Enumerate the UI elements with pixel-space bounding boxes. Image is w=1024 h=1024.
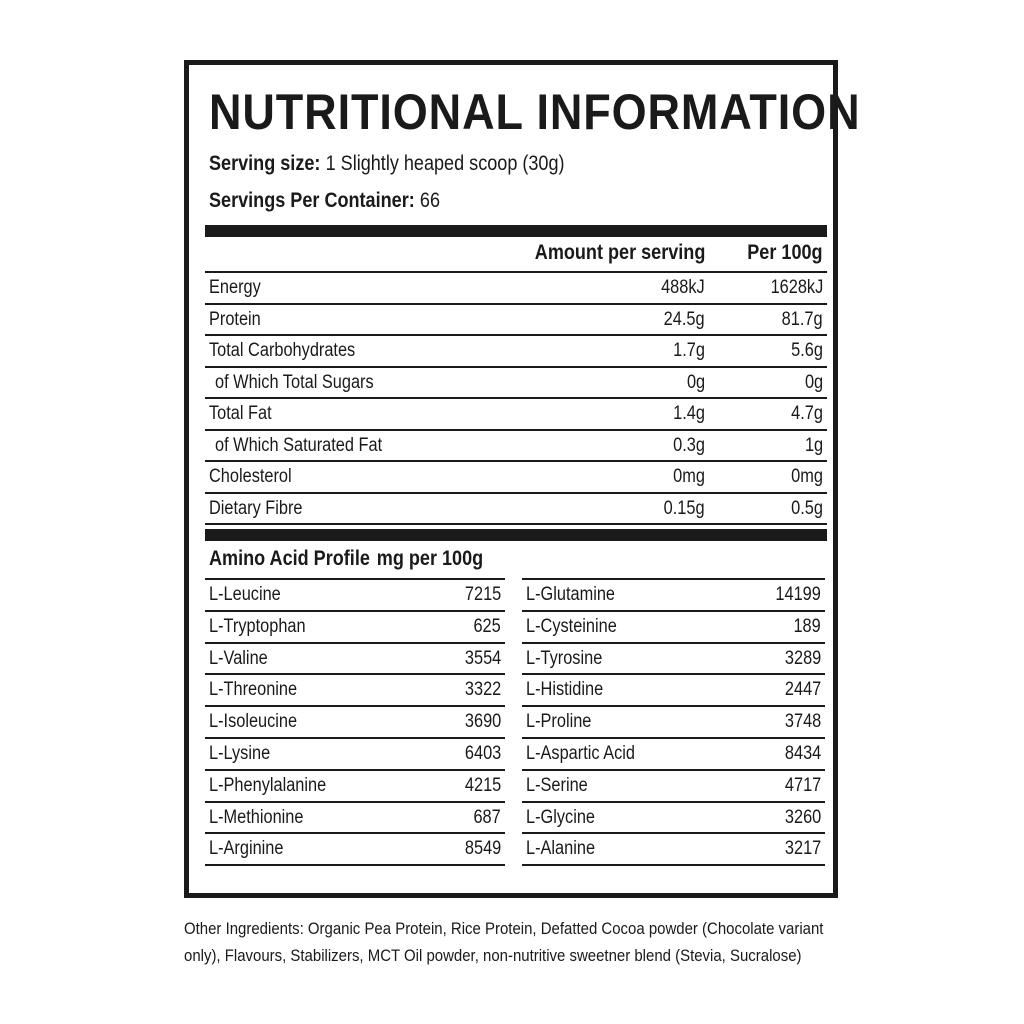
serving-size-label: Serving size:	[209, 152, 321, 175]
amino-value: 8434	[784, 742, 821, 764]
ingredients-line: only), Flavours, Stabilizers, MCT Oil powder, non-nutritive sweetner blend (Stevia, Sucralose)	[184, 946, 802, 965]
amino-value: 3322	[464, 679, 501, 701]
amino-row	[205, 737, 505, 769]
amino-value: 189	[793, 615, 821, 637]
amino-title-text: Amino Acid Profile	[209, 547, 370, 570]
amount-per-serving: 0.15g	[664, 497, 705, 519]
amino-value: 4215	[464, 774, 501, 796]
header-per-serving: Amount per serving	[534, 241, 705, 264]
amino-row	[205, 705, 505, 737]
amount-per-serving: 1.7g	[673, 340, 705, 361]
amino-value: 14199	[775, 584, 821, 605]
amino-row	[205, 578, 505, 610]
amino-row	[205, 610, 505, 642]
amount-per-100g: 81.7g	[782, 308, 823, 330]
amount-per-100g: 0mg	[791, 466, 823, 487]
nutrition-row	[205, 462, 827, 494]
serving-size	[209, 151, 565, 177]
amino-row	[205, 832, 505, 866]
amino-name: L-Phenylalanine	[209, 774, 327, 796]
nutrition-table	[205, 273, 827, 525]
amino-row	[522, 610, 825, 642]
amino-name: L-Serine	[526, 774, 588, 796]
nutrient-name: of Which Saturated Fat	[215, 434, 383, 456]
servings-per-container-label: Servings Per Container:	[209, 189, 415, 212]
amino-table-right	[522, 578, 825, 866]
amino-value: 3690	[464, 711, 501, 733]
amino-unit-text: mg per 100g	[376, 547, 484, 570]
amount-per-serving: 0g	[686, 371, 705, 393]
nutrient-name: Energy	[209, 277, 261, 298]
amino-row	[522, 832, 825, 866]
amino-value: 3260	[784, 806, 821, 828]
nutrient-name: Total Fat	[209, 403, 272, 424]
amount-per-100g: 1g	[804, 434, 823, 456]
amino-name: L-Histidine	[526, 679, 604, 701]
amino-row	[205, 769, 505, 801]
serving-size-value: 1 Slightly heaped scoop (30g)	[325, 152, 565, 175]
nutrition-row	[205, 399, 827, 431]
amino-name: L-Arginine	[209, 838, 284, 860]
nutrient-name: Cholesterol	[209, 466, 292, 487]
nutrition-row	[205, 494, 827, 526]
nutrient-name: Dietary Fibre	[209, 497, 303, 519]
other-ingredients	[184, 915, 835, 969]
amino-name: L-Glutamine	[526, 584, 616, 605]
amino-name: L-Tryptophan	[209, 615, 306, 637]
servings-per-container	[209, 188, 440, 214]
amount-per-100g: 5.6g	[791, 340, 823, 361]
amount-per-serving: 1.4g	[673, 403, 705, 424]
amino-name: L-Glycine	[526, 806, 596, 828]
amino-name: L-Valine	[209, 647, 268, 669]
servings-per-container-value: 66	[419, 189, 440, 212]
amino-row	[522, 769, 825, 801]
amino-row	[205, 801, 505, 833]
amino-value: 7215	[464, 584, 501, 605]
amino-row	[522, 737, 825, 769]
nutrition-label-panel	[184, 60, 861, 898]
nutrition-row	[205, 273, 827, 305]
amount-per-100g: 0g	[804, 371, 823, 393]
nutrient-name: of Which Total Sugars	[215, 371, 374, 393]
amino-row	[205, 642, 505, 674]
divider-bar	[205, 529, 827, 541]
header-per-100g: Per 100g	[747, 241, 823, 264]
amino-table-left	[205, 578, 505, 866]
nutrient-name: Total Carbohydrates	[209, 340, 356, 361]
amino-value: 625	[473, 615, 501, 637]
amino-row	[205, 673, 505, 705]
amino-profile-title	[209, 545, 483, 573]
amino-value: 8549	[464, 838, 501, 860]
amount-per-100g: 1628kJ	[770, 277, 823, 298]
amino-row	[522, 673, 825, 705]
amino-row	[522, 642, 825, 674]
label-title: NUTRITIONAL INFORMATION	[209, 84, 861, 140]
amino-value: 3554	[464, 647, 501, 669]
amino-name: L-Methionine	[209, 806, 304, 828]
amino-name: L-Isoleucine	[209, 711, 298, 733]
amount-per-100g: 4.7g	[791, 403, 823, 424]
amino-name: L-Threonine	[209, 679, 298, 701]
amino-row	[522, 801, 825, 833]
amount-per-serving: 0mg	[673, 466, 705, 487]
amino-row	[522, 705, 825, 737]
divider-bar	[205, 225, 827, 237]
nutrition-table-header	[205, 237, 827, 273]
nutrition-row	[205, 305, 827, 337]
amino-row	[522, 578, 825, 610]
amino-value: 6403	[464, 742, 501, 764]
amino-value: 687	[473, 806, 501, 828]
amino-value: 4717	[784, 774, 821, 796]
amino-name: L-Proline	[526, 711, 592, 733]
amount-per-serving: 24.5g	[664, 308, 705, 330]
nutrient-name: Protein	[209, 308, 261, 330]
nutrition-row	[205, 368, 827, 400]
amino-name: L-Cysteinine	[526, 615, 617, 637]
amino-value: 2447	[784, 679, 821, 701]
amino-name: L-Leucine	[209, 584, 281, 605]
ingredients-line: Other Ingredients: Organic Pea Protein, Rice Protein, Defatted Cocoa powder (Chocolate variant	[184, 919, 824, 938]
amino-name: L-Alanine	[526, 838, 596, 860]
amino-value: 3217	[784, 838, 821, 860]
nutrition-row	[205, 336, 827, 368]
amino-name: L-Tyrosine	[526, 647, 603, 669]
amount-per-serving: 0.3g	[673, 434, 705, 456]
amount-per-serving: 488kJ	[661, 277, 705, 298]
amino-value: 3289	[784, 647, 821, 669]
nutrition-row	[205, 431, 827, 463]
amino-name: L-Lysine	[209, 742, 271, 764]
amino-value: 3748	[784, 711, 821, 733]
amino-name: L-Aspartic Acid	[526, 742, 635, 764]
amount-per-100g: 0.5g	[791, 497, 823, 519]
